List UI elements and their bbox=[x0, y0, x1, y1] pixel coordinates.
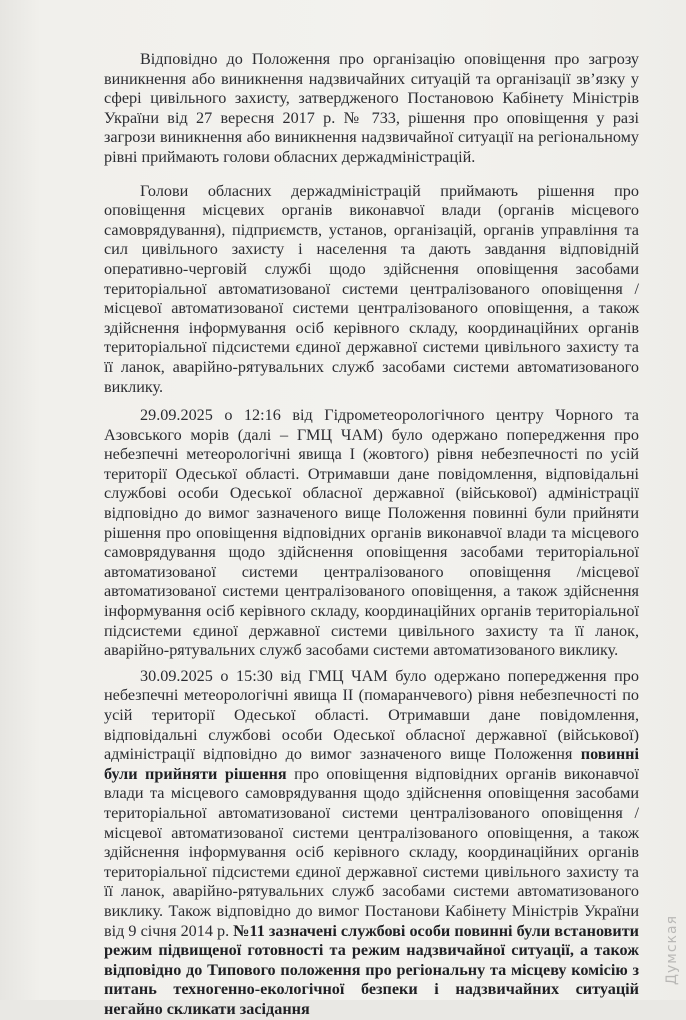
paragraph-1-text: Відповідно до Положення про організацію оповіщення про загрозу виникнення або виникнення надзвичайних ситуацій та організації зв’язку у сфері цивільного захисту, затвердженого Постановою Кабінету Міністрів України від 27 вересня 2017 р. № 733, рішення про оповіщення у разі загрози виникнення або виникнення надзвичайної ситуації на регіональному рівні приймають голови обласних держадміністрацій. bbox=[104, 50, 639, 166]
paragraph-4 bbox=[104, 667, 639, 1020]
paragraph-4-bold-a: повинні були прийняти рішення bbox=[104, 745, 639, 783]
paragraph-2-text: Голови обласних держадміністрацій приймають рішення про оповіщення місцевих органів виконавчої влади (органів місцевого самоврядування), підприємств, установ, організацій, органів управління та сил цивільного захисту і населення та дають завдання відповідній оперативно-черговій службі щодо здійснення оповіщення засобами територіальної автоматизованої системи централізованого оповіщення /місцевої автоматизованої системи централізованого оповіщення, а також здійснення інформування осіб керівного складу, координаційних органів територіальної підсистеми єдиної державної системи цивільного захисту та її ланок, аварійно-рятувальних служб засобами системи автоматизованого виклику. bbox=[104, 181, 639, 396]
paragraph-3 bbox=[104, 406, 639, 661]
paragraph-4-bold-b: №11 зазначені службові особи повинні були встановити режим підвищеної готовності та режим надзвичайної ситуації, а також відповідно до Типового положення про регіональну та місцеву комісію з питань техногенно-екологічної безпеки і надзвичайних ситуацій негайно скликати засідання bbox=[104, 921, 639, 1018]
document-body bbox=[104, 50, 639, 1020]
paragraph-3-text: 29.09.2025 о 12:16 від Гідрометеорологічного центру Чорного та Азовського морів (далі – ГМЦ ЧАМ) було одержано попередження про небезпечні метеорологічні явища І (жовтого) рівня небезпечності по усій території Одеської області. Отримавши дане повідомлення, відповідальні службові особи Одеської обласної державної (військової) адміністрації відповідно до вимог зазначеного вище Положення повинні були прийняти рішення про оповіщення відповідних органів виконавчої влади та місцевого самоврядування щодо здійснення оповіщення засобами територіальної автоматизованої системи централізованого оповіщення /місцевої автоматизованої системи централізованого оповіщення, а також здійснення інформування осіб керівного складу, координаційних органів територіальної підсистеми єдиної державної системи цивільного захисту та її ланок, аварійно-рятувальних служб засобами системи автоматизованого виклику. bbox=[104, 406, 639, 660]
paragraph-4-text-a: 30.09.2025 о 15:30 від ГМЦ ЧАМ було одержано попередження про небезпечні метеорологічні явища ІІ (помаранчевого) рівня небезпечності по усій території Одеської області. Отримавши дане повідомлення, відповідальні службові особи Одеської обласної державної (військової) адміністрації відповідно до вимог зазначеного вище Положення bbox=[104, 666, 639, 764]
paragraph-1 bbox=[104, 50, 639, 168]
paragraph-4-text-b: про оповіщення відповідних органів виконавчої влади та місцевого самоврядування щодо здійснення оповіщення засобами територіальної автоматизованої системи централізованого оповіщення /місцевої автоматизованої системи централізованого оповіщення, а також здійснення інформування осіб керівного складу, координаційних органів територіальної підсистеми єдиної державної системи цивільного захисту та її ланок, аварійно-рятувальних служб засобами системи автоматизованого виклику. Також відповідно до вимог Постанови Кабінету Міністрів України від 9 січня 2014 р. bbox=[104, 764, 640, 940]
paragraph-2 bbox=[104, 182, 639, 398]
watermark-logo: Думская bbox=[664, 915, 680, 985]
